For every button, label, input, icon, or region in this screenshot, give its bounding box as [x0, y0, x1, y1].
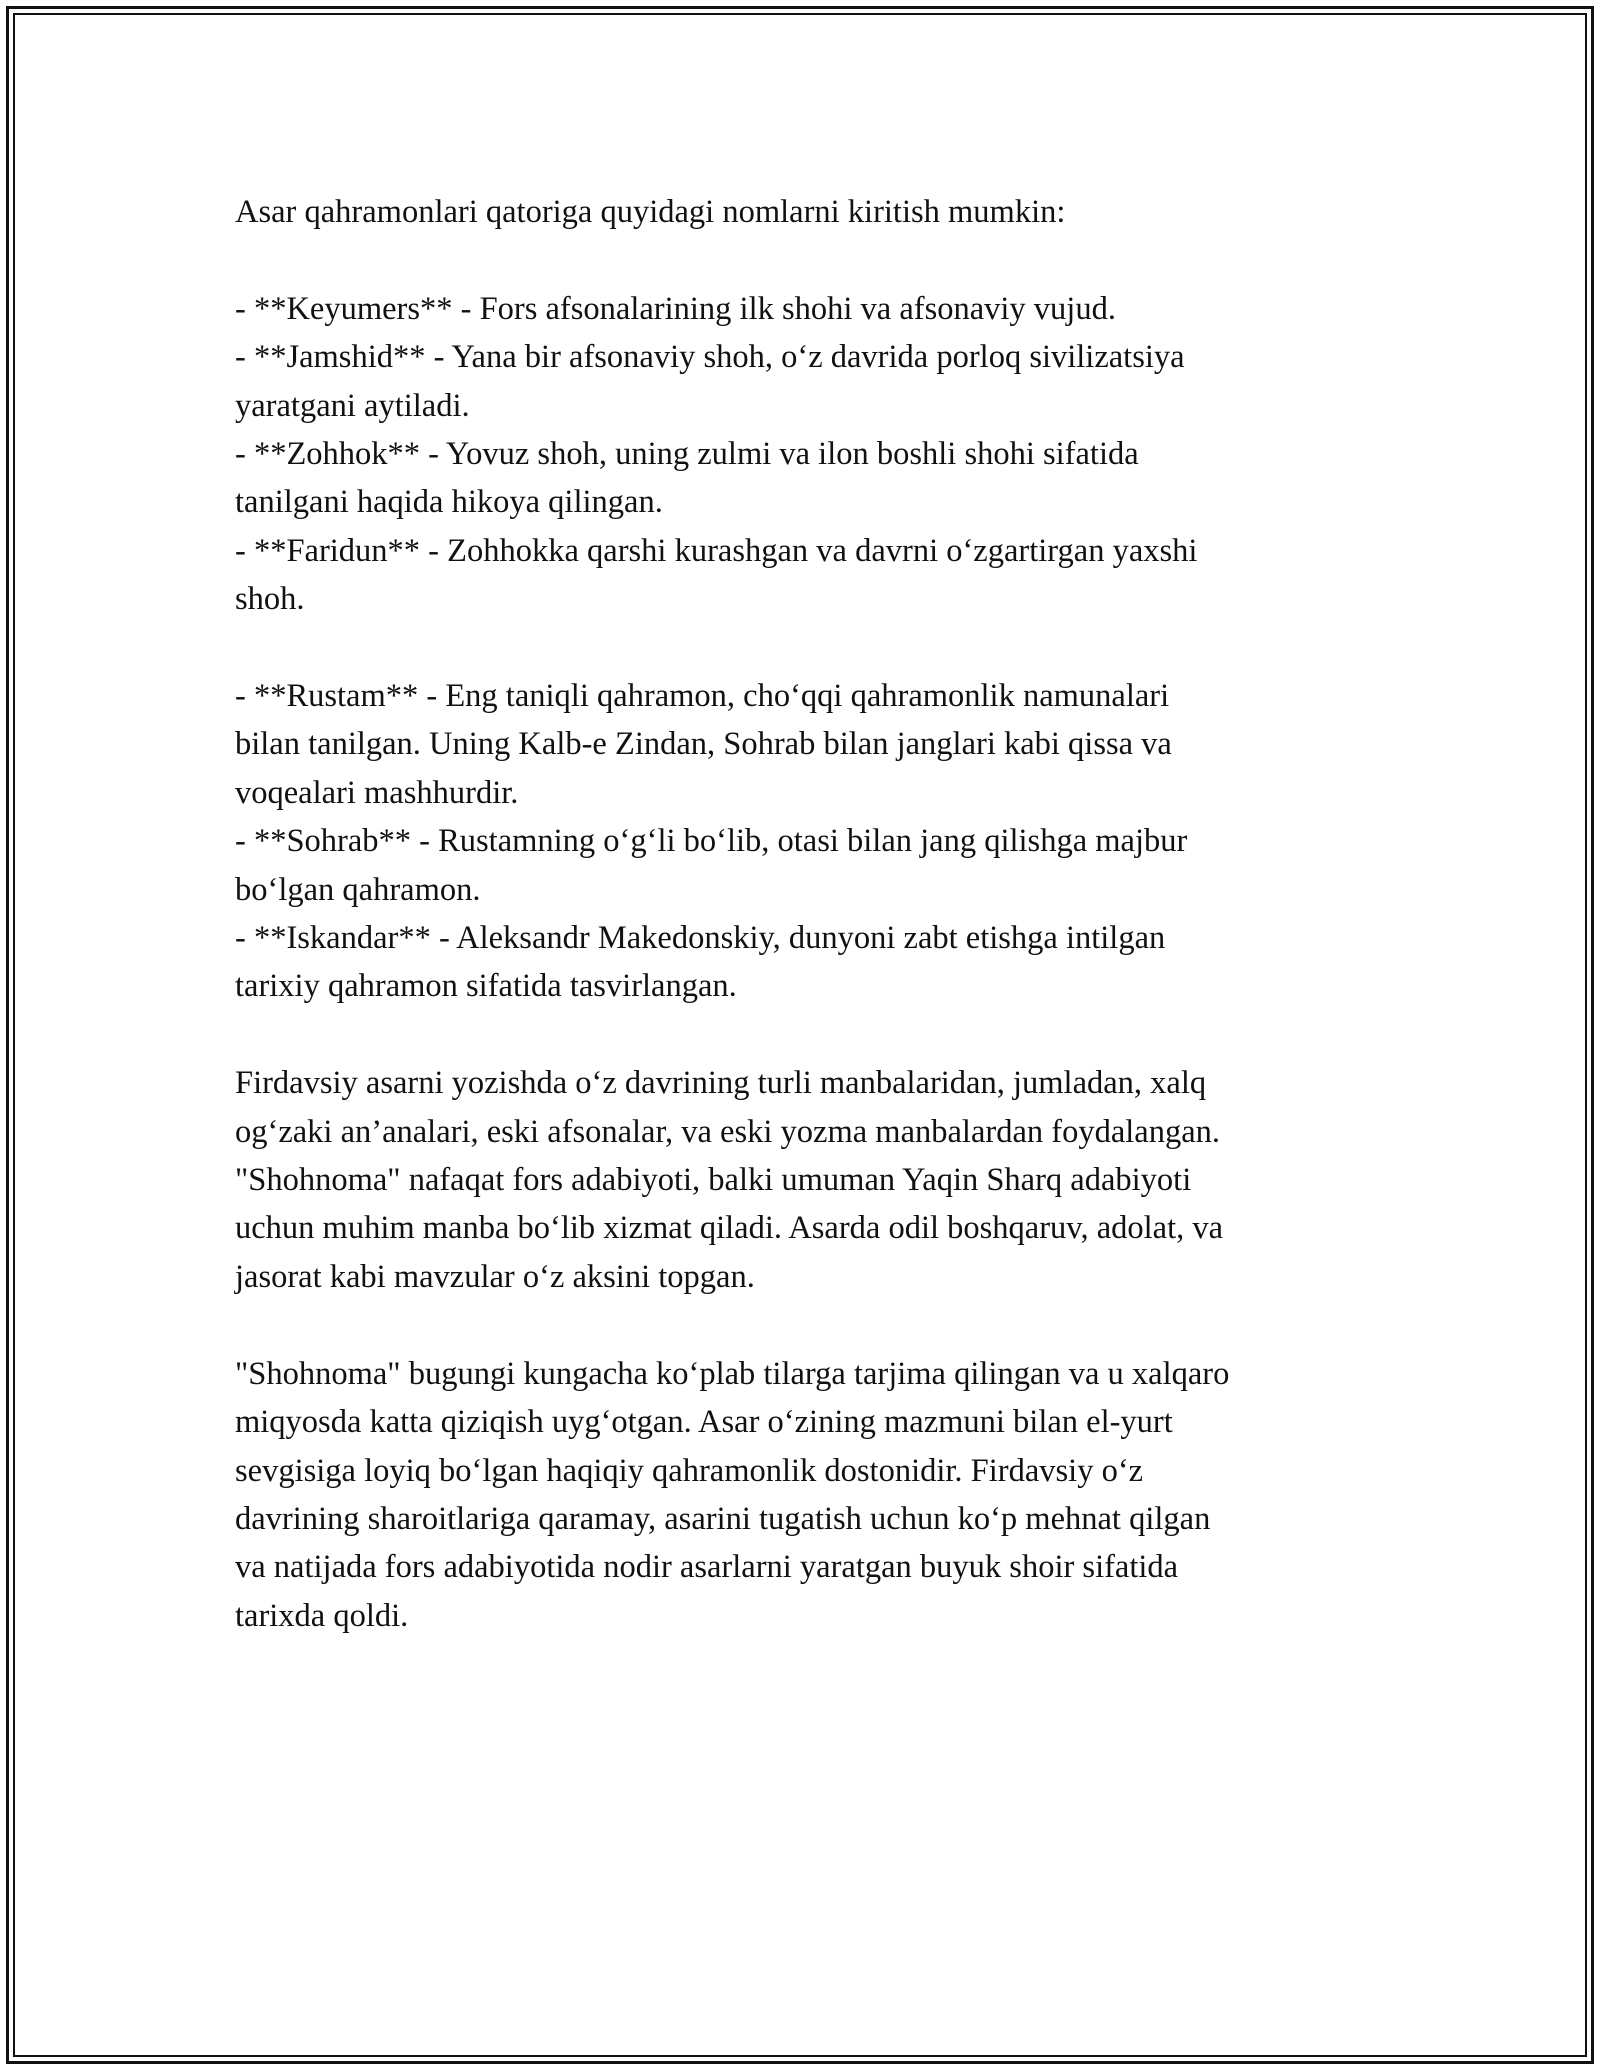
rulers-list [235, 285, 1375, 624]
text-line: Asar qahramonlari qatoriga quyidagi nomlarni kiritish mumkin: [235, 194, 1066, 230]
text-line: - **Zohhok** - Yovuz shoh, uning zulmi va ilon boshli shohi sifatida [235, 436, 1139, 473]
list-item-keyumers [235, 285, 1375, 333]
text-line: tanilgani haqida hikoya qilingan. [235, 484, 663, 521]
text-line: - **Iskandar** - Aleksandr Makedonskiy, dunyoni zabt etishga intilgan [235, 920, 1166, 957]
text-line: og‘zaki an’analari, eski afsonalar, va eski yozma manbalardan foydalangan. [235, 1113, 1220, 1150]
text-line: davrining sharoitlariga qaramay, asarini tugatish uchun ko‘p mehnat qilgan [235, 1500, 1211, 1537]
list-item-faridun [235, 527, 1375, 624]
text-line: bo‘lgan qahramon. [235, 871, 481, 908]
text-line: - **Sohrab** - Rustamning o‘g‘li bo‘lib, otasi bilan jang qilishga majbur [235, 823, 1188, 860]
list-item-jamshid [235, 333, 1375, 430]
list-item-zohhok [235, 430, 1375, 527]
text-line: - **Jamshid** - Yana bir afsonaviy shoh, o‘z davrida porloq sivilizatsiya [235, 339, 1185, 376]
intro-paragraph [235, 188, 1375, 236]
text-line: uchun muhim manba bo‘lib xizmat qiladi. Asarda odil boshqaruv, adolat, va [235, 1210, 1224, 1247]
text-line: miqyosda katta qiziqish uyg‘otgan. Asar o‘zining mazmuni bilan el-yurt [235, 1404, 1173, 1441]
paragraph-gap [235, 1301, 1375, 1349]
text-line: shoh. [235, 581, 305, 618]
text-line: - **Rustam** - Eng taniqli qahramon, cho‘qqi qahramonlik namunalari [235, 678, 1170, 715]
text-line: jasorat kabi mavzular o‘z aksini topgan. [235, 1258, 755, 1295]
text-line: "Shohnoma" nafaqat fors adabiyoti, balki umuman Yaqin Sharq adabiyoti [235, 1162, 1192, 1199]
text-line: tarixiy qahramon sifatida tasvirlangan. [235, 968, 737, 1005]
text-line: va natijada fors adabiyotida nodir asarlarni yaratgan buyuk shoir sifatida [235, 1549, 1179, 1586]
text-line: tarixda qoldi. [235, 1597, 409, 1634]
text-line: sevgisiga loyiq bo‘lgan haqiqiy qahramonlik dostonidir. Firdavsiy o‘z [235, 1452, 1144, 1489]
text-line: yaratgani aytiladi. [235, 387, 470, 424]
document-body [235, 188, 1375, 1640]
text-line: - **Faridun** - Zohhokka qarshi kurashgan va davrni o‘zgartirgan yaxshi [235, 532, 1198, 569]
paragraph-gap [235, 236, 1375, 284]
list-item-iskandar [235, 914, 1375, 1011]
text-line: voqealari mashhurdir. [235, 774, 519, 811]
text-line: Firdavsiy asarni yozishda o‘z davrining turli manbalaridan, jumladan, xalq [235, 1065, 1207, 1102]
text-line: bilan tanilgan. Uning Kalb-e Zindan, Sohrab bilan janglari kabi qissa va [235, 726, 1172, 763]
text-line: - **Keyumers** - Fors afsonalarining ilk shohi va afsonaviy vujud. [235, 290, 1116, 327]
list-item-sohrab [235, 817, 1375, 914]
sources-paragraph [235, 1059, 1375, 1301]
paragraph-gap [235, 624, 1375, 672]
legacy-paragraph [235, 1350, 1375, 1640]
paragraph-gap [235, 1011, 1375, 1059]
text-line: "Shohnoma" bugungi kungacha ko‘plab tilarga tarjima qilingan va u xalqaro [235, 1355, 1230, 1392]
heroes-list [235, 672, 1375, 1011]
list-item-rustam [235, 672, 1375, 817]
